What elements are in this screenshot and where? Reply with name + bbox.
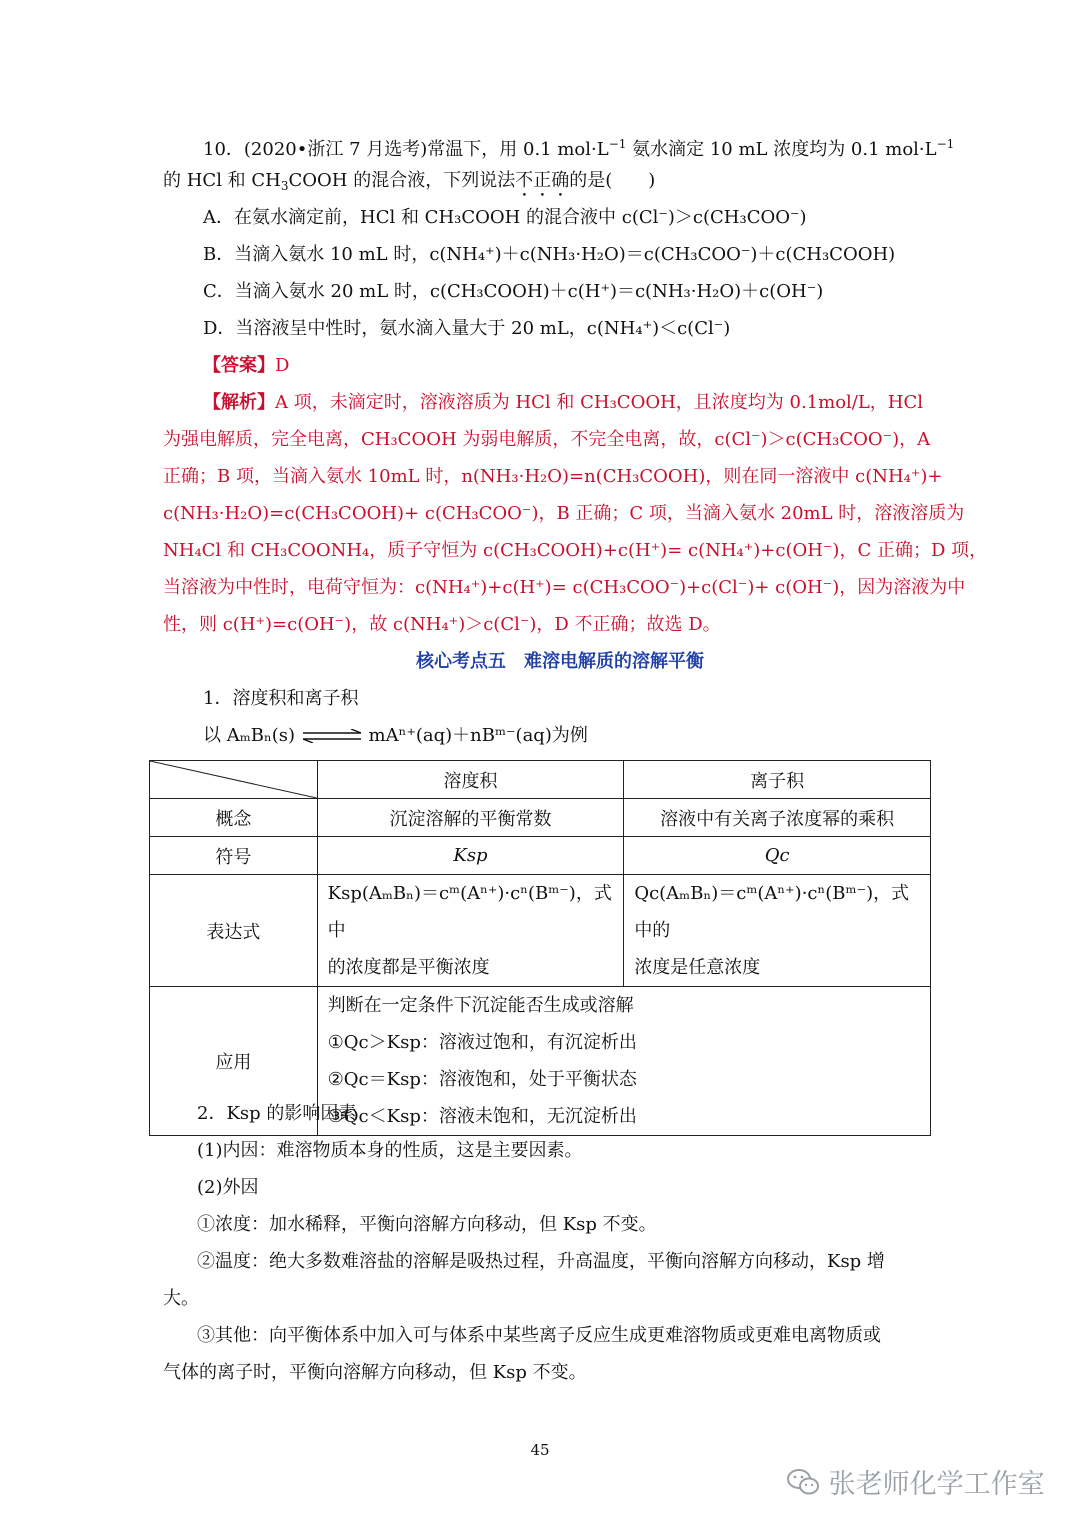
paragraph-external-factor: (2)外因 [197, 1177, 259, 1198]
emphasis-text: 不正确 [515, 170, 570, 191]
analysis-line-1: 【解析】A 项，未滴定时，溶液溶质为 HCl 和 CH₃COOH，且浓度均为 0.1mol/L，HCl [203, 392, 924, 413]
dissolution-equation: 以 AₘBₙ(s) mAⁿ⁺(aq)＋nBᵐ⁻(aq)为例 [203, 725, 588, 746]
row-label-application: 应用 [150, 987, 318, 1136]
question-10-line-1: 10．(2020•浙江 7 月选考)常温下，用 0.1 $mol\cdot L^{-1}$ 氨水滴定 10 mL 浓度均为 0.1 $mol\cdot L^{-1}$ [203, 137, 955, 160]
cell-qc-concept: 溶液中有关离子浓度幂的乘积 [624, 799, 931, 837]
cell-ksp-expression: Ksp(AₘBₙ)＝cᵐ(Aⁿ⁺)·cⁿ(Bᵐ⁻)，式中 的浓度都是平衡浓度 [317, 875, 624, 987]
answer-label: 【答案】 [203, 355, 275, 376]
answer [203, 354, 289, 378]
table-row [150, 799, 931, 837]
analysis-line-7: 性，则 c(H⁺)=c(OH⁻)，故 c(NH₄⁺)＞c(Cl⁻)，D 不正确；故选 D。 [163, 614, 721, 635]
page-number: 45 [530, 1441, 550, 1459]
option-c: C．当滴入氨水 20 mL 时，c(CH₃COOH)＋c(H⁺)＝c(NH₃·H₂O)＋c(OH⁻) [203, 281, 824, 302]
subsection-2-heading: 2．Ksp 的影响因素 [197, 1103, 357, 1124]
analysis-line-2: 为强电解质，完全电离，CH₃COOH 为弱电解质，不完全电离，故，c(Cl⁻)＞c(CH₃COO⁻)，A [163, 429, 931, 450]
answer-value: D [275, 355, 290, 376]
row-label-symbol: 符号 [150, 837, 318, 875]
cell-application: 判断在一定条件下沉淀能否生成或溶解 ①Qc＞Ksp：溶液过饱和，有沉淀析出 ②Qc＝Ksp：溶液饱和，处于平衡状态 ③Qc＜Ksp：溶液未饱和，无沉淀析出 [317, 987, 930, 1136]
paragraph-other-line-1: ③其他：向平衡体系中加入可与体系中某些离子反应生成更难溶物质或更难电离物质或 [197, 1325, 881, 1346]
analysis-label: 【解析】 [203, 392, 275, 413]
cell-ksp-concept: 沉淀溶解的平衡常数 [317, 799, 624, 837]
diagonal-line-icon [150, 761, 317, 798]
row-label-concept: 概念 [150, 799, 318, 837]
analysis-line-5: NH₄Cl 和 CH₃COONH₄，质子守恒为 c(CH₃COOH)+c(H⁺)= c(NH₄⁺)+c(OH⁻)，C 正确；D 项， [163, 540, 988, 561]
row-label-expression: 表达式 [150, 875, 318, 987]
header-ksp: 溶度积 [317, 761, 624, 799]
analysis-line-4: c(NH₃·H₂O)=c(CH₃COOH)+ c(CH₃COO⁻)，B 正确；C 项，当滴入氨水 20mL 时，溶液溶质为 [163, 503, 965, 524]
option-d: D．当溶液呈中性时，氨水滴入量大于 20 mL，c(NH₄⁺)＜c(Cl⁻) [203, 318, 731, 339]
watermark-text: 张老师化学工作室 [828, 1469, 1045, 1500]
analysis-line-6: 当溶液为中性时，电荷守恒为：c(NH₄⁺)+c(H⁺)= c(CH₃COO⁻)+c(Cl⁻)+ c(OH⁻)，因为溶液为中 [163, 577, 966, 598]
watermark [786, 1462, 1045, 1501]
table-row [150, 837, 931, 875]
option-a: A．在氨水滴定前，HCl 和 CH₃COOH 的混合液中 c(Cl⁻)＞c(CH₃COO⁻) [203, 207, 807, 228]
paragraph-internal-factor: (1)内因：难溶物质本身的性质，这是主要因素。 [197, 1140, 583, 1161]
question-10-line-2: 的 HCl 和 $CH_3COOH$ 的混合液，下列说法不正确的是( ) [163, 170, 656, 193]
ksp-comparison-table [149, 760, 931, 1136]
wechat-icon [786, 1467, 820, 1497]
subsection-1-heading: 1．溶度积和离子积 [203, 688, 359, 709]
equilibrium-arrow-icon [301, 729, 363, 743]
analysis-line-3: 正确；B 项，当滴入氨水 10mL 时，n(NH₃·H₂O)=n(CH₃COOH)，则在同一溶液中 c(NH₄⁺)+ [163, 466, 943, 487]
paragraph-other-line-2: 气体的离子时，平衡向溶解方向移动，但 Ksp 不变。 [163, 1362, 587, 1383]
diagonal-header-cell [150, 761, 318, 799]
cell-qc-expression: Qc(AₘBₙ)＝cᵐ(Aⁿ⁺)·cⁿ(Bᵐ⁻)，式中的 浓度是任意浓度 [624, 875, 931, 987]
section-title: 核心考点五 难溶电解质的溶解平衡 [416, 651, 704, 672]
header-qc: 离子积 [624, 761, 931, 799]
paragraph-concentration: ①浓度：加水稀释，平衡向溶解方向移动，但 Ksp 不变。 [197, 1214, 657, 1235]
table-header-row [150, 761, 931, 799]
option-b: B．当滴入氨水 10 mL 时，c(NH₄⁺)＋c(NH₃·H₂O)＝c(CH₃COO⁻)＋c(CH₃COOH) [203, 244, 896, 265]
cell-qc-symbol: Qc [624, 837, 931, 875]
paragraph-temperature-line-1: ②温度：绝大多数难溶盐的溶解是吸热过程，升高温度，平衡向溶解方向移动，Ksp 增 [197, 1251, 885, 1272]
paragraph-temperature-line-2: 大。 [163, 1288, 199, 1309]
cell-ksp-symbol: Ksp [317, 837, 624, 875]
table-row [150, 875, 931, 987]
